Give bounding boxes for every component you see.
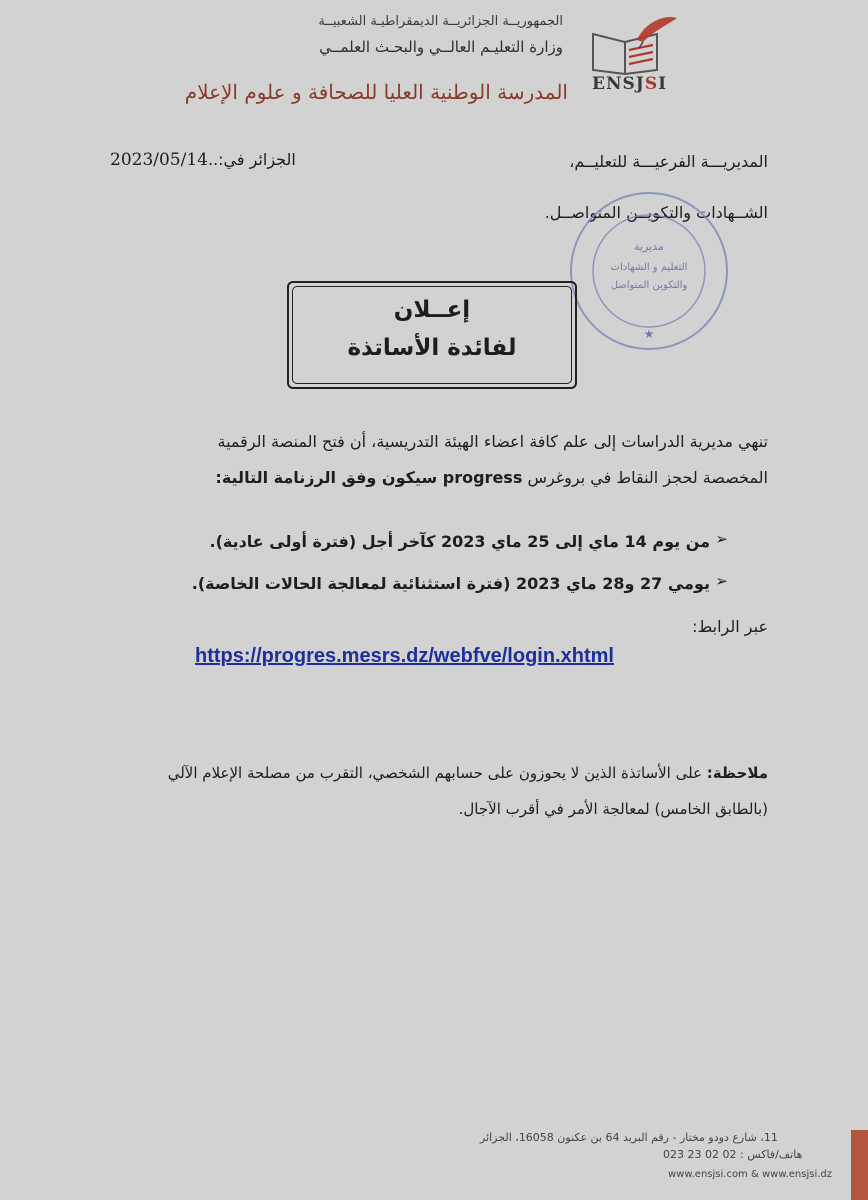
department-line-1: المديريـــة الفرعيـــة للتعليــم، [569,152,768,171]
official-stamp [566,188,732,354]
body-paragraph-line-2 [215,468,768,487]
document-date [110,150,296,170]
svg-text:★: ★ [643,327,655,341]
note-line-1 [168,764,768,782]
date-value: 2023/05/14 [110,150,208,170]
header-republic: الجمهوريــة الجزائريــة الديمقراطيـة الشعبيــة [318,14,563,29]
footer-accent-bar [851,1130,868,1200]
announcement-box [287,281,577,389]
footer-web: www.ensjsi.com & www.ensjsi.dz [668,1169,832,1180]
body-paragraph-line-2a: المخصصة لحجز النقاط في بروغرس [527,468,768,487]
footer-phone: هاتف/فاكس : 02 02 23 023 [663,1148,803,1161]
schedule-item-2: يومي 27 و28 ماي 2023 (فترة استثنائية لمعالجة الحالات الخاصة). [191,574,710,593]
schedule-item-1: من يوم 14 ماي إلى 25 ماي 2023 كآخر أجل (فترة أولى عادية). [209,532,710,551]
stamp-line-1: مديرية [634,240,664,253]
arrow-bullet-icon: ➢ [715,572,728,590]
stamp-line-2: التعليم و الشهادات [610,262,688,273]
note-line-2: (بالطابق الخامس) لمعالجة الأمر في أقرب الآجال. [458,800,768,818]
header-school-name: المدرسة الوطنية العليا للصحافة و علوم الإعلام [184,80,568,104]
department-line-2: الشــهادات والتكويــن المتواصــل. [544,203,768,222]
body-paragraph-line-1: تنهي مديرية الدراسات إلى علم كافة اعضاء الهيئة التدريسية، أن فتح المنصة الرقمية [217,432,768,451]
logo-wordmark: ENSJSI [592,74,668,94]
date-label: الجزائر في:.. [207,150,296,169]
note-label: ملاحظة: [706,764,768,782]
stamp-line-3: والتكوين المتواصل [610,280,688,291]
note-text-1: على الأساتذة الذين لا يحوزون على حسابهم الشخصي، التقرب من مصلحة الإعلام الآلي [167,764,703,782]
announcement-title: إعــلان [393,297,471,323]
progres-login-link[interactable]: https://progres.mesrs.dz/webfve/login.xhtml [195,645,614,667]
footer-address: 11، شارع دودو مختار - رقم البريد 64 بن عكنون 16058، الجزائر [480,1131,778,1144]
header-ministry: وزارة التعليـم العالــي والبحـث العلمــي [319,38,563,56]
announcement-subtitle: لفائدة الأساتذة [347,335,517,361]
link-label: عبر الرابط: [692,617,768,636]
body-paragraph-line-2b: progress سيكون وفق الرزنامة التالية: [215,468,523,487]
arrow-bullet-icon: ➢ [715,530,728,548]
